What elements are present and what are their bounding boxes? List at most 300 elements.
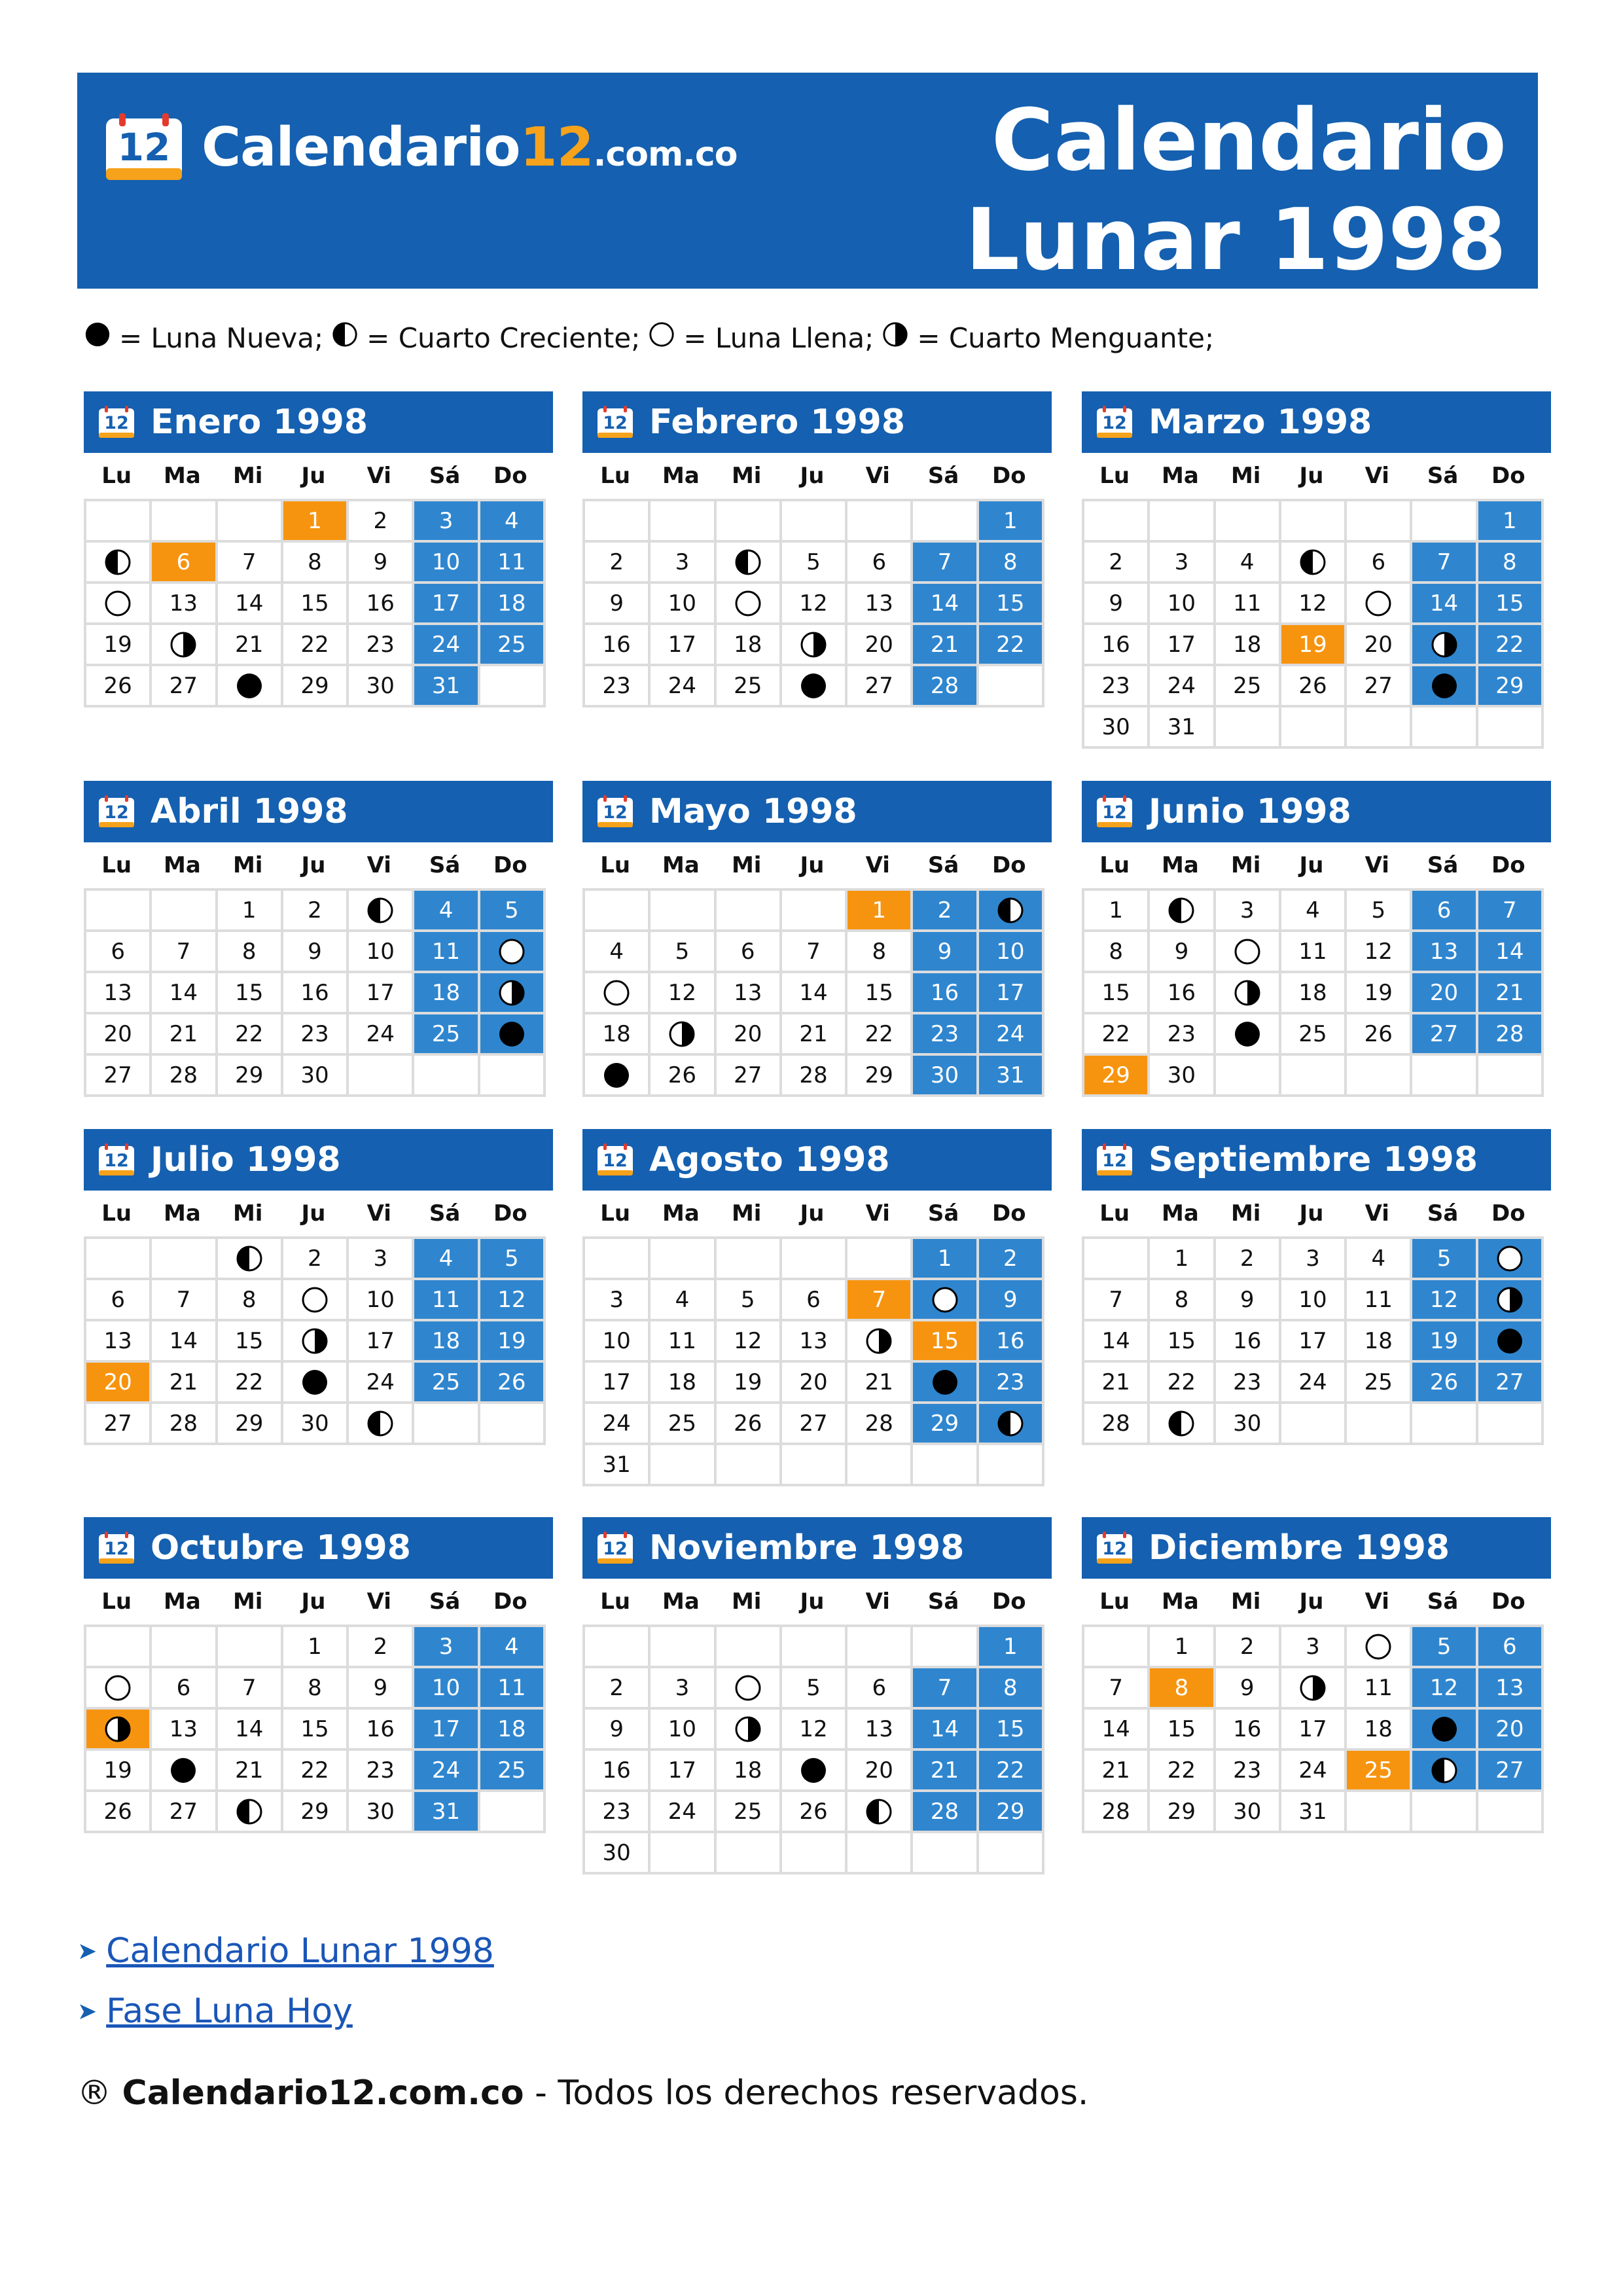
day-cell: 27: [717, 1056, 782, 1097]
moon-first-icon: [235, 1797, 264, 1826]
day-cell: 27: [1347, 666, 1412, 708]
day-cell: 15: [979, 584, 1044, 625]
month-title: Enero 1998: [151, 403, 368, 442]
page-title-line2: Lunar 1998: [965, 190, 1507, 289]
day-cell-moon: [283, 1363, 349, 1404]
month-calendar: [1082, 1517, 1551, 1833]
day-cell: 19: [717, 1363, 782, 1404]
day-cell: 18: [1347, 1710, 1412, 1751]
day-cell: 17: [979, 973, 1044, 1014]
day-cell: 21: [782, 1014, 847, 1056]
day-cell: 12: [480, 1280, 546, 1321]
weekday-label: Do: [493, 1200, 527, 1227]
month-calendar: [84, 1129, 553, 1445]
month-calendar: [84, 1517, 553, 1833]
weekday-label: Lu: [600, 463, 631, 489]
empty-cell: [218, 501, 283, 543]
day-cell: 9: [1150, 932, 1215, 973]
empty-cell: [782, 891, 847, 932]
calendar-icon-number: 12: [104, 413, 129, 433]
calendar-icon: [1096, 406, 1133, 439]
empty-cell: [86, 1627, 152, 1668]
day-cell: 23: [1216, 1363, 1281, 1404]
day-cell: 15: [1150, 1321, 1215, 1363]
empty-cell: [480, 1056, 546, 1097]
day-cell: 12: [651, 973, 716, 1014]
day-cell: 8: [1150, 1668, 1215, 1710]
weekday-label: Ju: [301, 1588, 326, 1615]
empty-cell: [782, 1239, 847, 1280]
weekday-label: Vi: [1364, 1200, 1389, 1227]
day-cell: 27: [152, 666, 217, 708]
day-cell: 22: [1478, 625, 1544, 666]
day-cell-moon: [1281, 1668, 1347, 1710]
moon-last-icon: [103, 1715, 132, 1744]
legend-item: [331, 321, 648, 355]
empty-cell: [1084, 501, 1150, 543]
weekday-label: Ma: [1162, 1200, 1199, 1227]
footer-copyright: [77, 2073, 1088, 2113]
logo-text-part2: 12: [520, 116, 594, 179]
empty-cell: [1347, 708, 1412, 749]
moon-new-icon: [602, 1061, 631, 1090]
day-cell: 12: [1412, 1668, 1478, 1710]
day-cell: 8: [1084, 932, 1150, 973]
day-cell-moon: [1412, 1751, 1478, 1792]
day-cell: 2: [1216, 1239, 1281, 1280]
moon-new-icon: [1233, 1020, 1262, 1049]
day-cell: 14: [913, 1710, 978, 1751]
weekday-header: [1082, 1579, 1541, 1624]
weekday-label: Do: [1491, 1588, 1525, 1615]
day-cell: 14: [1084, 1710, 1150, 1751]
weekday-label: Do: [493, 463, 527, 489]
empty-cell: [1281, 1404, 1347, 1445]
month-title: Septiembre 1998: [1149, 1140, 1478, 1179]
empty-cell: [651, 501, 716, 543]
day-cell: 5: [480, 1239, 546, 1280]
month-header: [1082, 391, 1551, 453]
moon-first-icon: [103, 548, 132, 577]
day-cell: 17: [349, 1321, 414, 1363]
day-cell-moon: [1150, 891, 1215, 932]
weekday-label: Ju: [1299, 852, 1324, 878]
day-cell: 10: [414, 1668, 480, 1710]
weekday-label: Lu: [101, 1588, 132, 1615]
day-cell: 11: [480, 1668, 546, 1710]
calendar-icon-number: 12: [1102, 413, 1127, 433]
day-cell: 4: [414, 891, 480, 932]
month-header: [84, 1517, 553, 1579]
month-title: Noviembre 1998: [649, 1528, 965, 1568]
calendar-icon-number: 12: [1102, 802, 1127, 823]
empty-cell: [847, 1627, 913, 1668]
day-cell: 31: [1150, 708, 1215, 749]
day-cell: 4: [585, 932, 651, 973]
empty-cell: [86, 891, 152, 932]
moon-first-icon: [366, 1409, 395, 1438]
day-cell: 6: [847, 543, 913, 584]
day-cell: 6: [1347, 543, 1412, 584]
calendar-icon: [597, 1532, 633, 1564]
moon-new-icon: [931, 1368, 959, 1397]
day-cell: 26: [782, 1792, 847, 1833]
weekday-label: Ju: [800, 1200, 825, 1227]
moon-last-icon: [1233, 978, 1262, 1007]
day-cell: 20: [1478, 1710, 1544, 1751]
moon-first-icon: [1167, 1409, 1196, 1438]
legend-label: = Luna Nueva;: [119, 321, 324, 354]
day-cell: 8: [1150, 1280, 1215, 1321]
day-cell: 9: [1216, 1280, 1281, 1321]
day-cell: 6: [1412, 891, 1478, 932]
day-cell: 18: [480, 584, 546, 625]
moon-last-icon: [169, 630, 198, 659]
day-cell-moon: [1478, 1321, 1544, 1363]
day-cell: 9: [913, 932, 978, 973]
empty-cell: [349, 1056, 414, 1097]
day-cell: 6: [1478, 1627, 1544, 1668]
moon-last-icon: [1298, 1674, 1327, 1702]
day-cell: 29: [1084, 1056, 1150, 1097]
day-cell: 2: [1216, 1627, 1281, 1668]
day-cell: 16: [585, 625, 651, 666]
day-cell: 20: [1412, 973, 1478, 1014]
day-cell: 18: [1281, 973, 1347, 1014]
day-cell: 16: [1216, 1321, 1281, 1363]
day-cell: 29: [913, 1404, 978, 1445]
day-cell: 23: [1150, 1014, 1215, 1056]
month-calendar: [582, 1517, 1052, 1874]
weekday-header: [582, 842, 1042, 888]
empty-cell: [1216, 1056, 1281, 1097]
day-cell: 11: [1281, 932, 1347, 973]
day-cell: 28: [1084, 1404, 1150, 1445]
day-cell: 14: [218, 584, 283, 625]
empty-cell: [651, 1627, 716, 1668]
day-cell: 9: [1084, 584, 1150, 625]
weekday-header: [84, 1191, 543, 1236]
empty-cell: [782, 1627, 847, 1668]
moon-full-icon: [931, 1285, 959, 1314]
day-cell: 6: [782, 1280, 847, 1321]
day-cell: 10: [979, 932, 1044, 973]
day-cell: 26: [1347, 1014, 1412, 1056]
day-cell: 9: [1216, 1668, 1281, 1710]
day-cell: 5: [1347, 891, 1412, 932]
moon-full-icon: [1364, 589, 1393, 618]
day-cell: 18: [414, 973, 480, 1014]
days-grid: [84, 888, 546, 1097]
day-cell: 26: [717, 1404, 782, 1445]
day-cell: 10: [349, 1280, 414, 1321]
weekday-label: Ma: [662, 1200, 700, 1227]
day-cell-moon: [86, 584, 152, 625]
day-cell: 29: [847, 1056, 913, 1097]
day-cell: 30: [349, 666, 414, 708]
day-cell: 24: [349, 1363, 414, 1404]
empty-cell: [480, 1404, 546, 1445]
page-title-line1: Calendario: [991, 90, 1507, 190]
day-cell-moon: [218, 1792, 283, 1833]
empty-cell: [717, 1445, 782, 1486]
day-cell: 6: [86, 1280, 152, 1321]
weekday-label: Lu: [1099, 1588, 1130, 1615]
weekday-label: Ma: [1162, 852, 1199, 878]
weekday-label: Sá: [927, 1588, 959, 1615]
day-cell: 21: [1084, 1363, 1150, 1404]
empty-cell: [1084, 1627, 1150, 1668]
empty-cell: [1478, 708, 1544, 749]
day-cell: 8: [1478, 543, 1544, 584]
day-cell: 3: [1216, 891, 1281, 932]
days-grid: [582, 1236, 1044, 1486]
empty-cell: [847, 1239, 913, 1280]
empty-cell: [1478, 1056, 1544, 1097]
empty-cell: [152, 1627, 217, 1668]
calendar-icon-number: 12: [1102, 1539, 1127, 1559]
day-cell: 27: [782, 1404, 847, 1445]
day-cell: 21: [847, 1363, 913, 1404]
day-cell: 22: [979, 1751, 1044, 1792]
empty-cell: [1478, 1792, 1544, 1833]
weekday-header: [1082, 842, 1541, 888]
day-cell: 5: [717, 1280, 782, 1321]
day-cell: 30: [283, 1056, 349, 1097]
day-cell-moon: [86, 1668, 152, 1710]
month-title: Abril 1998: [151, 792, 348, 831]
weekday-label: Mi: [731, 1588, 762, 1615]
day-cell: 22: [1150, 1751, 1215, 1792]
day-cell: 31: [979, 1056, 1044, 1097]
logo-number: 12: [117, 125, 171, 170]
link-calendario-lunar[interactable]: Calendario Lunar 1998: [106, 1931, 494, 1971]
day-cell: 13: [86, 1321, 152, 1363]
calendar-icon-number: 12: [104, 1539, 129, 1559]
logo-text: [202, 117, 737, 179]
day-cell: 8: [979, 543, 1044, 584]
empty-cell: [651, 1239, 716, 1280]
weekday-label: Mi: [731, 852, 762, 878]
day-cell: 24: [1281, 1363, 1347, 1404]
day-cell: 8: [283, 543, 349, 584]
weekday-label: Sá: [429, 1588, 461, 1615]
day-cell-moon: [283, 1280, 349, 1321]
day-cell-moon: [585, 1056, 651, 1097]
day-cell: 15: [1150, 1710, 1215, 1751]
day-cell: 27: [1478, 1363, 1544, 1404]
days-grid: [1082, 888, 1544, 1097]
empty-cell: [585, 891, 651, 932]
day-cell: 2: [913, 891, 978, 932]
day-cell-moon: [1281, 543, 1347, 584]
day-cell: 31: [414, 666, 480, 708]
day-cell: 28: [1478, 1014, 1544, 1056]
moon-last-icon: [882, 321, 917, 355]
weekday-label: Do: [1491, 1200, 1525, 1227]
day-cell: 3: [414, 501, 480, 543]
empty-cell: [414, 1404, 480, 1445]
day-cell: 1: [847, 891, 913, 932]
calendar-icon: [597, 795, 633, 828]
day-cell-moon: [847, 1792, 913, 1833]
month-header: [582, 1129, 1052, 1191]
empty-cell: [1412, 501, 1478, 543]
day-cell: 1: [1150, 1239, 1215, 1280]
weekday-label: Sá: [927, 852, 959, 878]
day-cell: 2: [1084, 543, 1150, 584]
day-cell: 11: [1216, 584, 1281, 625]
registered-symbol: ®: [77, 2073, 111, 2113]
day-cell: 24: [585, 1404, 651, 1445]
day-cell: 27: [1478, 1751, 1544, 1792]
day-cell: 30: [585, 1833, 651, 1874]
day-cell: 24: [414, 625, 480, 666]
day-cell: 16: [1150, 973, 1215, 1014]
day-cell: 25: [1347, 1363, 1412, 1404]
day-cell: 7: [913, 1668, 978, 1710]
day-cell: 28: [1084, 1792, 1150, 1833]
day-cell-moon: [1216, 973, 1281, 1014]
link-row: [77, 1921, 494, 1981]
weekday-label: Mi: [232, 463, 263, 489]
moon-full-icon: [648, 321, 683, 355]
day-cell: 18: [1216, 625, 1281, 666]
day-cell: 25: [414, 1363, 480, 1404]
day-cell: 4: [651, 1280, 716, 1321]
day-cell: 6: [152, 1668, 217, 1710]
day-cell-moon: [717, 543, 782, 584]
weekday-label: Sá: [927, 1200, 959, 1227]
month-title: Marzo 1998: [1149, 403, 1372, 442]
page-title: [965, 90, 1507, 289]
day-cell: 11: [480, 543, 546, 584]
day-cell: 22: [847, 1014, 913, 1056]
day-cell: 11: [1347, 1668, 1412, 1710]
day-cell: 7: [913, 543, 978, 584]
month-title: Agosto 1998: [649, 1140, 890, 1179]
moon-first-icon: [865, 1797, 893, 1826]
days-grid: [84, 1624, 546, 1833]
weekday-label: Ma: [662, 463, 700, 489]
weekday-header: [582, 453, 1042, 499]
day-cell: 13: [847, 1710, 913, 1751]
month-header: [84, 1129, 553, 1191]
empty-cell: [1347, 1056, 1412, 1097]
empty-cell: [1347, 1404, 1412, 1445]
empty-cell: [782, 1833, 847, 1874]
day-cell: 31: [414, 1792, 480, 1833]
day-cell: 22: [979, 625, 1044, 666]
day-cell: 19: [1347, 973, 1412, 1014]
weekday-label: Vi: [865, 463, 890, 489]
day-cell: 6: [152, 543, 217, 584]
day-cell: 25: [717, 1792, 782, 1833]
link-row: [77, 1981, 494, 2041]
day-cell: 8: [847, 932, 913, 973]
weekday-label: Ju: [301, 1200, 326, 1227]
day-cell: 30: [1084, 708, 1150, 749]
day-cell: 15: [283, 584, 349, 625]
site-logo[interactable]: [105, 108, 737, 187]
day-cell: 17: [414, 1710, 480, 1751]
weekday-label: Mi: [731, 1200, 762, 1227]
weekday-label: Lu: [1099, 852, 1130, 878]
calendar-logo-icon: [105, 113, 183, 181]
legend-label: = Cuarto Creciente;: [366, 321, 641, 354]
weekday-label: Ma: [1162, 1588, 1199, 1615]
day-cell: 25: [480, 1751, 546, 1792]
weekday-label: Vi: [366, 1200, 391, 1227]
day-cell: 14: [152, 1321, 217, 1363]
weekday-label: Sá: [429, 463, 461, 489]
day-cell: 1: [1478, 501, 1544, 543]
calendar-icon-number: 12: [603, 802, 628, 823]
day-cell-moon: [782, 666, 847, 708]
day-cell: 15: [847, 973, 913, 1014]
days-grid: [582, 888, 1044, 1097]
day-cell: 21: [913, 1751, 978, 1792]
weekday-label: Ju: [1299, 1200, 1324, 1227]
day-cell: 18: [414, 1321, 480, 1363]
month-title: Mayo 1998: [649, 792, 857, 831]
day-cell: 12: [717, 1321, 782, 1363]
empty-cell: [480, 1792, 546, 1833]
day-cell: 30: [1216, 1792, 1281, 1833]
day-cell: 23: [1084, 666, 1150, 708]
day-cell: 20: [717, 1014, 782, 1056]
weekday-label: Mi: [731, 463, 762, 489]
footer-rights-text: - Todos los derechos reservados.: [524, 2073, 1089, 2113]
day-cell: 17: [349, 973, 414, 1014]
day-cell: 9: [349, 543, 414, 584]
weekday-label: Lu: [1099, 1200, 1130, 1227]
day-cell: 17: [585, 1363, 651, 1404]
day-cell: 13: [152, 1710, 217, 1751]
month-title: Diciembre 1998: [1149, 1528, 1450, 1568]
weekday-header: [84, 453, 543, 499]
calendar-icon: [1096, 1532, 1133, 1564]
calendar-icon: [1096, 795, 1133, 828]
day-cell: 5: [782, 1668, 847, 1710]
day-cell: 26: [480, 1363, 546, 1404]
calendar-icon: [98, 406, 135, 439]
calendar-icon-number: 12: [603, 1151, 628, 1171]
empty-cell: [1150, 501, 1215, 543]
empty-cell: [414, 1056, 480, 1097]
month-calendar: [84, 391, 553, 708]
day-cell: 17: [1281, 1710, 1347, 1751]
day-cell: 24: [1150, 666, 1215, 708]
day-cell: 21: [152, 1363, 217, 1404]
day-cell-moon: [1216, 1014, 1281, 1056]
day-cell: 21: [913, 625, 978, 666]
empty-cell: [585, 1627, 651, 1668]
empty-cell: [847, 1445, 913, 1486]
month-header: [1082, 1517, 1551, 1579]
empty-cell: [913, 501, 978, 543]
day-cell: 2: [349, 501, 414, 543]
moon-last-icon: [1430, 630, 1459, 659]
day-cell: 18: [1347, 1321, 1412, 1363]
day-cell: 27: [86, 1056, 152, 1097]
weekday-label: Mi: [1230, 1200, 1261, 1227]
link-fase-luna-hoy[interactable]: Fase Luna Hoy: [106, 1992, 353, 2031]
empty-cell: [782, 501, 847, 543]
day-cell: 8: [979, 1668, 1044, 1710]
day-cell-moon: [349, 1404, 414, 1445]
logo-text-part3: .com.co: [593, 134, 738, 174]
